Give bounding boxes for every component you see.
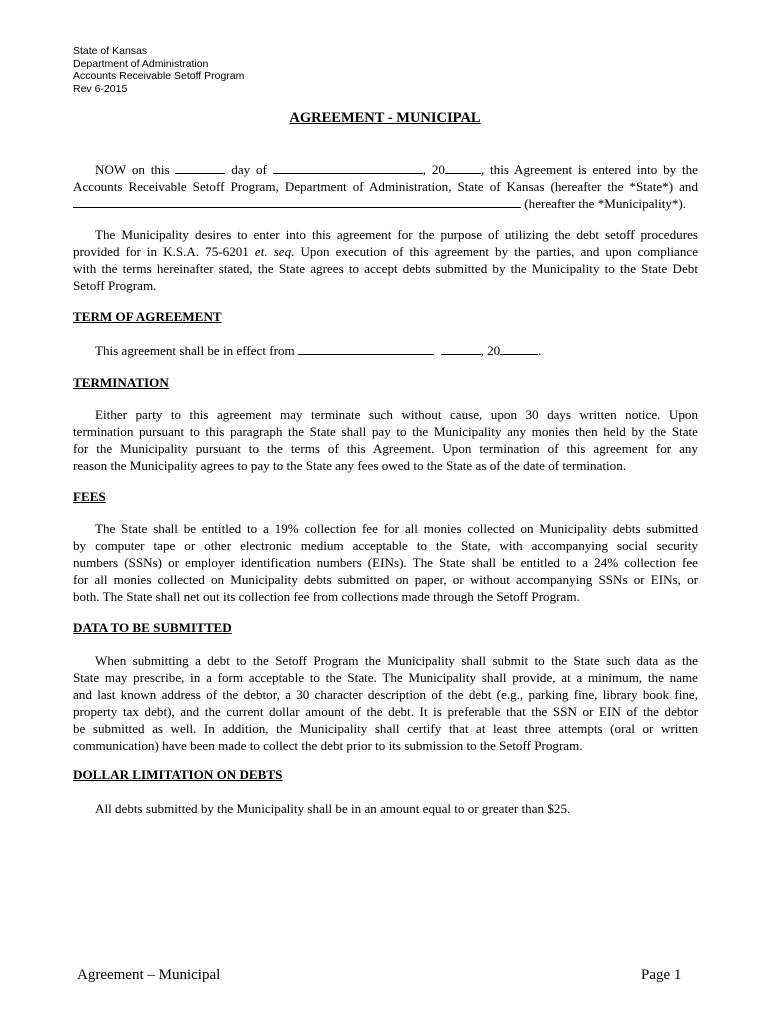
intro-day-of: day of bbox=[231, 162, 267, 177]
header-department: Department of Administration bbox=[73, 57, 209, 70]
fees-line-5: both. The State shall net out its collection fee from collections made through the Setoff Program. bbox=[73, 589, 580, 605]
fees-line-3: numbers (SSNs) or employer identification numbers (EINs). The State shall be entitled to a 24% collection fee bbox=[73, 555, 698, 571]
data-line-4: property tax debt), and the current dollar amount of the debt. It is preferable that the SSN or EIN of the debtor bbox=[73, 704, 698, 720]
fees-line-2: by computer tape or other electronic medium acceptable to the State, with accompanying social security bbox=[73, 538, 698, 554]
footer-page-number: Page 1 bbox=[641, 967, 682, 983]
day-blank bbox=[175, 161, 225, 174]
term-text-a: This agreement shall be in effect from bbox=[95, 343, 295, 358]
intro-paragraph bbox=[73, 161, 698, 212]
intro-now-on-this: NOW on this bbox=[95, 162, 170, 177]
termination-line-3: for the Municipality pursuant to the terms of this Agreement. Upon termination of this agreement for any bbox=[73, 441, 698, 457]
municipality-name-blank bbox=[73, 195, 521, 208]
term-text bbox=[95, 342, 541, 359]
dollar-limitation-text: All debts submitted by the Municipality shall be in an amount equal to or greater than $25. bbox=[95, 801, 571, 816]
data-line-5: be submitted as well. In addition, the Municipality shall certify that at least three attempts (oral or written bbox=[73, 721, 698, 737]
term-date-blank bbox=[298, 342, 434, 355]
data-line-1: When submitting a debt to the Setoff Program the Municipality shall submit to the State such data as the bbox=[95, 653, 698, 668]
fees-line-1: The State shall be entitled to a 19% collection fee for all monies collected on Municipality debts submitted bbox=[95, 521, 698, 536]
data-line-2: State may prescribe, in a form acceptable to the State. The Municipality shall provide, at a minimum, the name bbox=[73, 670, 698, 686]
month-blank bbox=[273, 161, 423, 174]
termination-line-2: termination pursuant to this paragraph the State shall pay to the Municipality any monies then held by the State bbox=[73, 424, 698, 440]
purpose-paragraph bbox=[73, 226, 698, 294]
document-title bbox=[0, 110, 770, 127]
termination-line-4: reason the Municipality agrees to pay to the State any fees owed to the State as of the date of termination. bbox=[73, 458, 627, 474]
fees-paragraph bbox=[73, 520, 698, 605]
purpose-et-seq: et. seq bbox=[254, 244, 292, 260]
dollar-limitation-heading: DOLLAR LIMITATION ON DEBTS bbox=[73, 767, 283, 782]
header-state: State of Kansas bbox=[73, 45, 148, 57]
data-submitted-paragraph bbox=[73, 652, 698, 755]
termination-line-1: Either party to this agreement may terminate such without cause, upon 30 days written notice. Upon bbox=[95, 407, 698, 422]
purpose-line-3: with the terms hereinafter stated, the State agrees to accept debts submitted by the Municipality to the State Debt bbox=[73, 261, 698, 277]
intro-entered: , this Agreement is entered into by the bbox=[480, 162, 698, 177]
purpose-line-4: Setoff Program. bbox=[73, 278, 157, 294]
termination-heading: TERMINATION bbox=[73, 375, 169, 390]
purpose-line-2-rest: . Upon execution of this agreement by the parties, and upon compliance bbox=[291, 244, 699, 260]
term-period: . bbox=[538, 343, 542, 358]
title-text: AGREEMENT - MUNICIPAL bbox=[289, 110, 481, 126]
header-revision: Rev 6-2015 bbox=[73, 82, 128, 95]
data-line-6: communication) have been made to collect the debt prior to its submission to the Setoff Program. bbox=[73, 738, 583, 754]
termination-paragraph bbox=[73, 406, 698, 474]
purpose-ksa: provided for in K.S.A. 75-6201 bbox=[73, 244, 249, 260]
intro-year-prefix: , 20 bbox=[422, 162, 445, 177]
data-submitted-heading: DATA TO BE SUBMITTED bbox=[73, 620, 232, 635]
fees-heading: FEES bbox=[73, 489, 106, 504]
term-day-blank bbox=[441, 342, 481, 355]
header-program: Accounts Receivable Setoff Program bbox=[73, 70, 245, 82]
fees-line-4: for all monies collected on Municipality debts submitted on paper, or without accompanying SSNs or EINs, or bbox=[73, 572, 698, 588]
term-year-blank bbox=[500, 342, 538, 355]
term-heading: TERM OF AGREEMENT bbox=[73, 309, 222, 324]
intro-line-3 bbox=[73, 195, 698, 212]
purpose-line-1: The Municipality desires to enter into this agreement for the purpose of utilizing the debt setoff procedures bbox=[95, 227, 698, 242]
purpose-line-2 bbox=[73, 243, 698, 260]
document-header bbox=[73, 45, 244, 95]
footer-title: Agreement – Municipal bbox=[77, 967, 221, 983]
term-year-prefix: , 20 bbox=[480, 343, 501, 358]
intro-line-1 bbox=[73, 161, 698, 178]
intro-line-2: Accounts Receivable Setoff Program, Department of Administration, State of Kansas (hereafter the *State*) and bbox=[73, 179, 698, 195]
intro-hereafter: (hereafter the *Municipality*). bbox=[524, 196, 687, 212]
year-blank bbox=[445, 161, 481, 174]
data-line-3: and last known address of the debtor, a 30 character description of the debt (e.g., parking fine, library book fine, bbox=[73, 687, 698, 703]
